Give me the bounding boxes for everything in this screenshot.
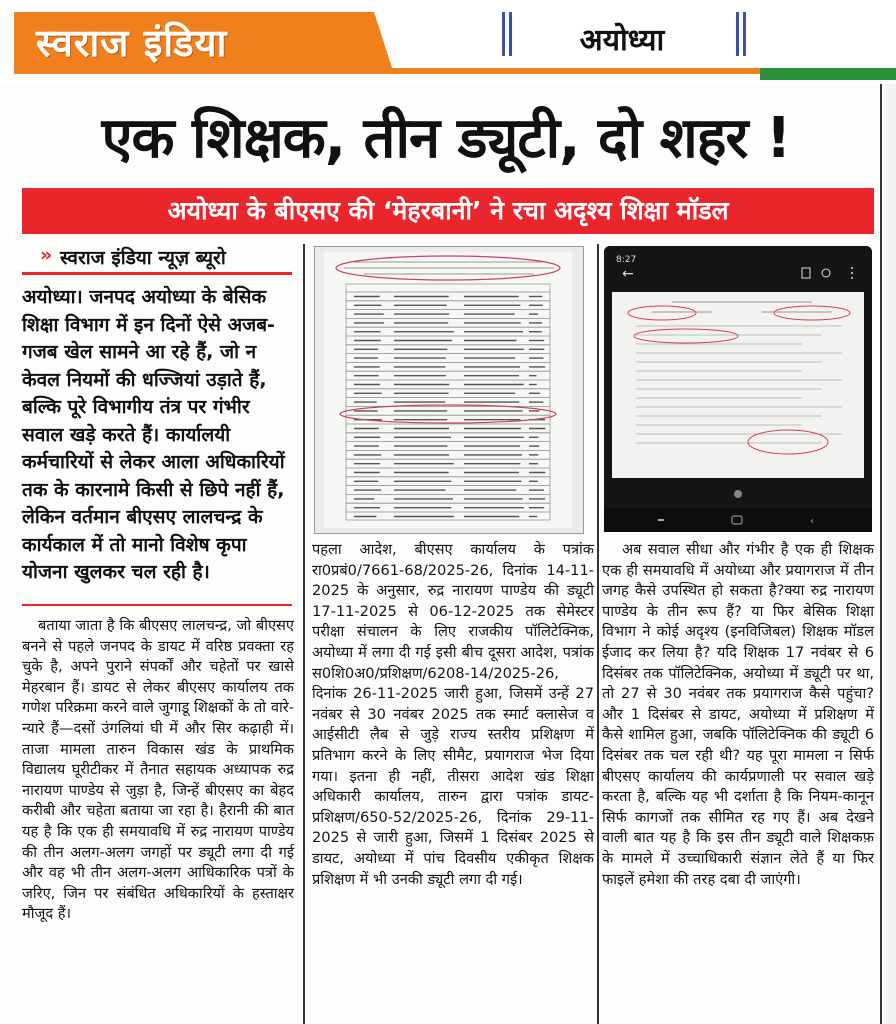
page-edge-strip xyxy=(886,84,896,1024)
svg-text:‹: ‹ xyxy=(810,516,814,527)
article-column-1: बताया जाता है कि बीएसए लालचन्द्र, जो बीएसए बनने से पहले जनपद के डायट में वरिष्ठ प्रवक्ता रह चुके है, अपने पुराने संपर्कों और चहेतों पर खासे मेहरबान हैं। डायट से लेकर बीएसए कार्यालय तक गणेश परिक्रमा करने वाले जुगाडू शिक्षकों के तो वारे-न्यारे हैं—दसों उंगलियां घी में और सिर कढ़ाही में।ताजा मामला तारुन विकास खंड के प्राथमिक विद्यालय घूरीटीकर में तैनात सहायक अध्यापक रुद्र नारायण पाण्डेय से जुड़ा है, जिन्हें बीएसए का बेहद करीबी और चहेता बताया जा रहा है। हैरानी की बात यह है कि एक ही समयावधि में रुद्र नारायण पाण्डेय की तीन अलग-अलग जगहों पर ड्यूटी लगा दी गई और वह भी तीन अलग-अलग आधिकारिक पत्रों के जरिए, जिन पर संबंधित अधिकारियों के हस्ताक्षर मौजूद हैं। xyxy=(22,617,294,923)
header-divider xyxy=(743,12,746,56)
scanned-document xyxy=(324,252,572,528)
header-divider xyxy=(736,12,739,56)
header-green-rule xyxy=(760,68,896,80)
order-document-screen xyxy=(612,292,864,478)
scanned-document-graphic xyxy=(324,252,572,528)
header-divider xyxy=(502,12,505,56)
phone-status-time: 8:27 xyxy=(616,255,637,265)
article-column-3: अब सवाल सीधा और गंभीर है एक ही शिक्षक एक ही समयावधि में अयोध्या और प्रयागराज में तीन जगह कैसे उपस्थित हो सकता है?क्या रुद्र नारायण पाण्डेय के तीन रूप हैं? या फिर बेसिक शिक्षा विभाग ने कोई अदृश्य (इनविजिबल) शिक्षक मॉडल ईजाद कर लिया है? यदि शिक्षक 17 नवंबर से 6 दिसंबर तक पॉलिटेक्निक, अयोध्या में ड्यूटी पर था, तो 27 से 30 नवंबर तक प्रयागराज कैसे पहुंचा? और 1 दिसंबर से डायट, अयोध्या में प्रशिक्षण में कैसे शामिल हुआ, जबकि पॉलिटेक्निक की ड्यूटी 6 दिसंबर तक चल रही थी? यह पूरा मामला न सिर्फ बीएसए कार्यालय की कार्यप्रणाली पर सवाल खड़े करता है, बल्कि यह भी दर्शाता है कि नियम-कानून सिर्फ कागजों तक सीमित रह गए हैं। अब देखने वाली बात यह है कि इस तीन ड्यूटी वाले शिक्षकफ़ के मामले में उच्चाधिकारी संज्ञान लेते हैं या फिर फाइलें हमेशा की तरह दबा दी जाएंगी। xyxy=(602,541,874,888)
headline: एक शिक्षक, तीन ड्यूटी, दो शहर ! xyxy=(101,106,791,171)
header-divider xyxy=(509,12,512,56)
article-column-2: पहला आदेश, बीएसए कार्यालय के पत्रांक रा0प्रबं0/7661-68/2025-26, दिनांक 14-11-2025 के अनुसार, रुद्र नारायण पाण्डेय की ड्यूटी 17-11-2025 से 06-12-2025 तक सेमेस्टर परीक्षा संचालन के लिए राजकीय पॉलिटेक्निक, अयोध्या में लगा दी गई इसी बीच दूसरा आदेश, पत्रांक स0शि0अ0/प्रशिक्षण/6208-14/2025-26, दिनांक 26-11-2025 जारी हुआ, जिसमें उन्हें 27 नवंबर से 30 नवंबर 2025 तक स्मार्ट क्लासेज व आईसीटी लैब से जुड़े राज्य स्तरीय प्रशिक्षण में प्रतिभाग करने के लिए सीमैट, प्रयागराज भेज दिया गया। इतना ही नहीं, तीसरा आदेश खंड शिक्षा अधिकारी कार्यालय, तारुन द्वारा पत्रांक डायट-प्रशिक्षण/650-52/2025-26, दिनांक 29-11-2025 से जारी हुआ, जिसमें 1 दिसंबर 2025 से डायट, अयोध्या में पांच दिवसीय एकीकृत शिक्षक प्रशिक्षण में भी उनकी ड्यूटी लगा दी गई। xyxy=(312,541,594,888)
lead-paragraph: अयोध्या। जनपद अयोध्या के बेसिक शिक्षा विभाग में इन दिनों ऐसे अजब-गजब खेल सामने आ रहे हैं, जो न केवल नियमों की धज्जियां उड़ाते हैं, बल्कि पूरे विभागीय तंत्र पर गंभीर सवाल खड़े करते हैं। कार्यालयी कर्मचारियों से लेकर आला अधिकारियों तक के कारनामे किसी से छिपे नहीं हैं, लेकिन वर्तमान बीएसए लालचन्द्र के कार्यकाल में तो मानो विशेष कृपा योजना खुलकर चल रही है। xyxy=(22,286,285,583)
section-city: अयोध्या xyxy=(579,23,665,58)
order-document-graphic xyxy=(612,292,864,478)
lead-rule xyxy=(22,604,292,606)
byline: स्वराज इंडिया न्यूज़ ब्यूरो xyxy=(60,247,226,269)
svg-text:←: ← xyxy=(622,266,634,282)
header-orange-rule xyxy=(380,68,760,74)
byline-arrow-icon: » xyxy=(40,244,53,266)
page-edge-rule xyxy=(880,84,882,1024)
column-rule xyxy=(597,244,599,1024)
subheadline: अयोध्या के बीएसए की ‘मेहरबानी’ ने रचा अदृश्य शिक्षा मॉडल xyxy=(167,196,729,225)
brand-logo-text: स्वराज इंडिया xyxy=(36,21,228,65)
byline-rule xyxy=(22,272,292,275)
column-rule xyxy=(303,244,305,1024)
